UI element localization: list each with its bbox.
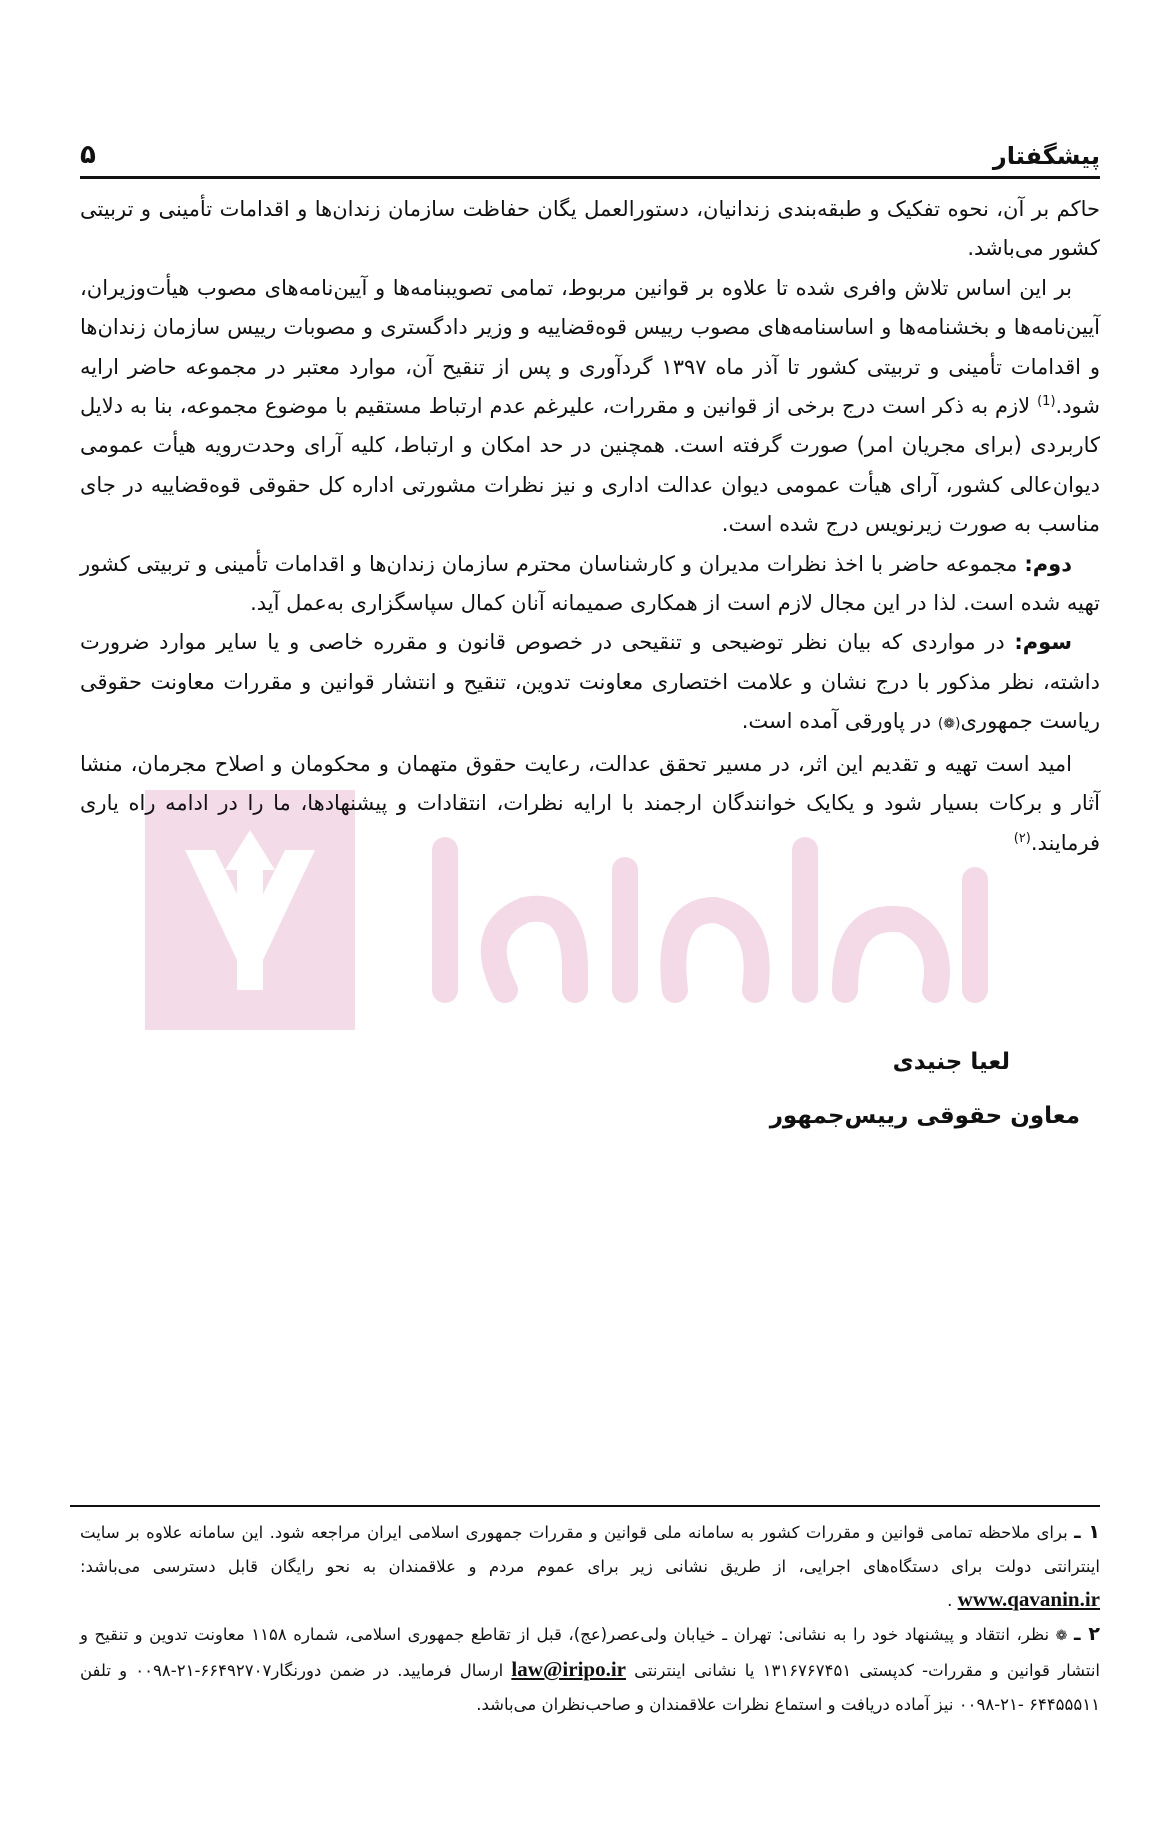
email-link[interactable]: law@iripo.ir bbox=[511, 1657, 626, 1681]
flower-symbol-icon: ❁ bbox=[1055, 1627, 1068, 1644]
footnote-1-text: برای ملاحظه تمامی قوانین و مقررات کشور به سامانه ملی قوانین و مقررات جمهوری اسلامی ایران مراجعه شود. این سامانه علاوه بر سایت اینترانتی دولت برای دستگاه‌های اجرایی، از طریق نشانی زیر برای عموم مردم و علاقمندان به نحو رایگان قابل دسترسی می‌باشد: bbox=[80, 1523, 1100, 1576]
paragraph-5-text: امید است تهیه و تقدیم این اثر، در مسیر تحقق عدالت، رعایت حقوق متهمان و محکومان و اصلاح مجرمان، منشا آثار و برکات بسیار شود و یکایک خوانندگان ارجمند با ارایه نظرات، انتقادات و پیشنهادها، ما را در ادامه راه یاری فرمایند. bbox=[80, 751, 1100, 855]
flower-symbol-icon: (❁) bbox=[937, 716, 961, 733]
footnote-1-number: ۱ ـ bbox=[1074, 1521, 1101, 1543]
footnote-1-end: . bbox=[947, 1591, 958, 1610]
signatory-title: معاون حقوقی رییس‌جمهور bbox=[769, 1103, 1080, 1129]
footnote-ref-1[interactable]: (1) bbox=[1037, 394, 1056, 410]
paragraph-2 bbox=[80, 269, 1100, 545]
paragraph-2-text-a: بر این اساس تلاش وافری شده تا علاوه بر قوانین مربوط، تمامی تصویبنامه‌ها و آیین‌نامه‌های مصوب هیأت‌وزیران، آیین‌نامه‌ها و بخشنامه‌ها و اساسنامه‌های مصوب رییس قوه‌قضاییه و وزیر دادگستری و مصوبات رییس سازمان زندان‌ها و اقدامات تأمینی و تربیتی کشور تا آذر ماه ۱۳۹۷ گردآوری و پس از تنقیح آن، موارد معتبر در مجموعه حاضر ارایه شود. bbox=[80, 275, 1100, 419]
signature-block bbox=[769, 1035, 1080, 1143]
signatory-name: لعیا جنیدی bbox=[892, 1049, 1010, 1075]
paragraph-4-label: سوم: bbox=[1014, 630, 1072, 655]
footnote-ref-2[interactable]: (۲) bbox=[1013, 830, 1031, 846]
paragraph-4 bbox=[80, 623, 1100, 744]
paragraph-2-text-b: لازم به ذکر است درج برخی از قوانین و مقررات، علیرغم عدم ارتباط مستقیم با موضوع مجموعه، بنا به دلایل کاربردی (برای مجریان امر) صورت گرفته است. همچنین در حد امکان و ارتباط، کلیه آرای وحدت‌رویه هیأت عمومی دیوان‌عالی کشور، آرای هیأت عمومی دیوان عدالت اداری و نیز نظرات مشورتی اداره کل حقوقی قوه‌قضاییه در جای مناسب به صورت زیرنویس درج شده است. bbox=[80, 394, 1100, 537]
paragraph-5 bbox=[80, 745, 1100, 863]
paragraph-3-text: مجموعه حاضر با اخذ نظرات مدیران و کارشناسان محترم سازمان زندان‌ها و اقدامات تأمینی و تربیتی کشور تهیه شده است. لذا در این مجال لازم است از همکاری صمیمانه آنان کمال سپاسگزاری به‌عمل آید. bbox=[80, 551, 1100, 616]
footnote-2-number: ۲ ـ bbox=[1073, 1622, 1101, 1645]
body-text bbox=[80, 190, 1100, 863]
page-number: ۵ bbox=[80, 140, 96, 170]
footnote-2 bbox=[80, 1618, 1100, 1722]
paragraph-3 bbox=[80, 545, 1100, 624]
footnote-2-text-a: نظر، انتقاد و پیشنهاد خود را به نشانی: تهران ـ خیابان ولی‌عصر(عج)، قبل از تقاطع جمهوری اسلامی، شماره ۱۱۵۸ معاونت تدوین و تنقیح و انتشار قوانین و مقررات- کدپستی ۱۳۱۶۷۶۷۴۵۱ یا نشانی اینترنتی bbox=[80, 1624, 1100, 1680]
paragraph-4-text-a: در مواردی که بیان نظر توضیحی و تنقیحی در خصوص قانون و مقرره خاصی و یا سایر موارد ضرورت داشته، نظر مذکور با درج نشان و علامت اختصاری معاونت تدوین، تنقیح و انتشار قوانین و مقررات معاونت حقوقی ریاست جمهوری bbox=[80, 630, 1100, 734]
footnote-1 bbox=[80, 1516, 1100, 1618]
footnotes bbox=[80, 1516, 1100, 1721]
paragraph-1: حاکم بر آن، نحوه تفکیک و طبقه‌بندی زندانیان، دستورالعمل یگان حفاظت سازمان زندان‌ها و اقدامات تأمینی و تربیتی کشور می‌باشد. bbox=[80, 197, 1100, 261]
footnote-2-text-b: ارسال فرمایید. در ضمن دورنگار۶۶۴۹۲۷۰۷-۲۱-۰۰۹۸ و تلفن ۶۴۴۵۵۵۱۱ -۲۱-۰۰۹۸ نیز آماده دریافت و استماع نظرات علاقمندان و صاحب‌نظران می‌باشد. bbox=[80, 1661, 1100, 1714]
section-title: پیشگفتار bbox=[992, 142, 1100, 170]
paragraph-3-label: دوم: bbox=[1024, 551, 1072, 576]
running-header bbox=[80, 130, 1100, 179]
footnote-divider bbox=[70, 1505, 1100, 1507]
paragraph-4-text-b: در پاورقی آمده است. bbox=[741, 709, 938, 734]
website-link[interactable]: www.qavanin.ir bbox=[957, 1587, 1100, 1611]
